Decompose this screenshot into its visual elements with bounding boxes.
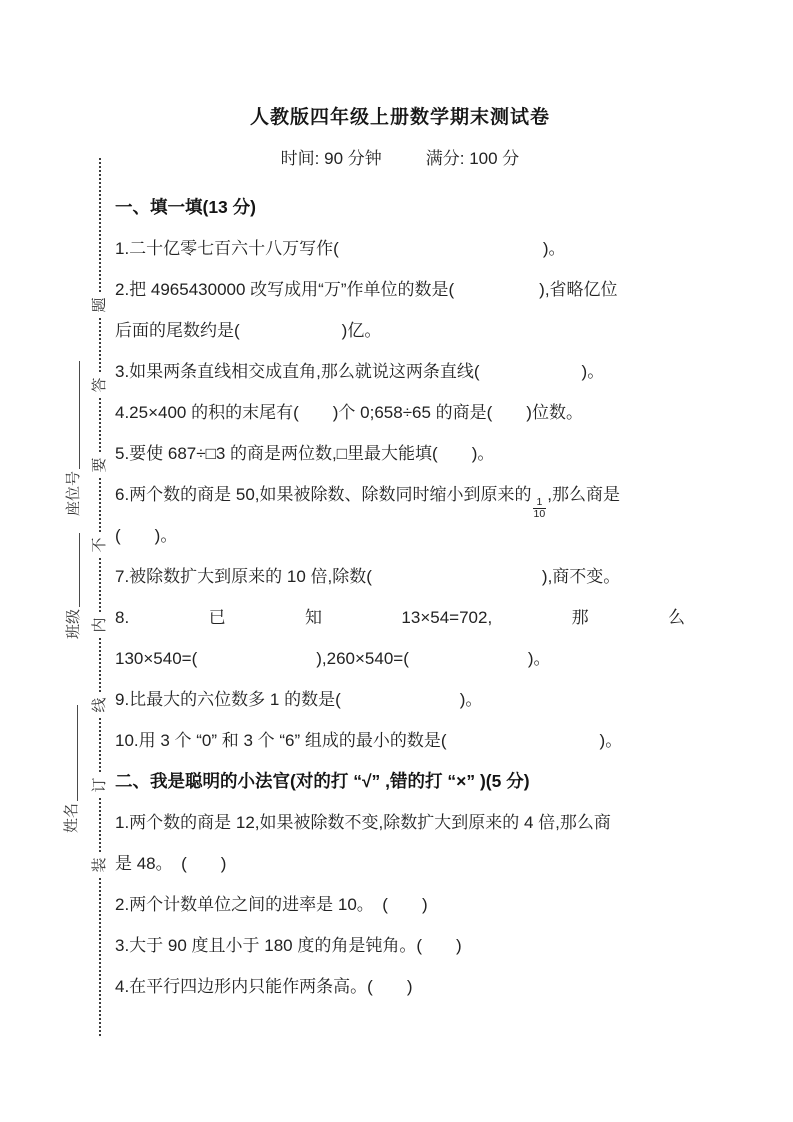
seat-number-label	[62, 338, 82, 516]
full-score: 满分: 100 分	[425, 149, 520, 168]
binding-char-yao: 要	[89, 454, 111, 476]
paper-subtitle	[115, 147, 685, 171]
question-2-line2: 后面的尾数约是( )亿。	[115, 321, 382, 340]
seat-number-text: 座位号	[64, 470, 82, 516]
fraction-numerator: 1	[533, 497, 547, 509]
name-blank-line	[62, 705, 77, 801]
paper-title: 人教版四年级上册数学期末测试卷	[249, 107, 550, 128]
name-label	[60, 703, 80, 833]
time-limit: 时间: 90 分钟	[280, 149, 382, 168]
fraction-one-tenth	[533, 497, 547, 520]
judge-question-3: 3.大于 90 度且小于 180 度的角是钝角。( )	[115, 936, 462, 955]
section2-heading: 二、我是聪明的小法官(对的打 “√” ,错的打 “×” )(5 分)	[115, 771, 530, 791]
question-8-number: 8.	[115, 608, 130, 627]
question-8-word-yi: 已	[208, 608, 226, 627]
class-text: 班级	[64, 608, 82, 639]
question-6-text-after: ,那么商是	[547, 485, 620, 504]
question-7: 7.被除数扩大到原来的 10 倍,除数( ),商不变。	[115, 567, 621, 586]
fraction-denominator: 10	[533, 508, 546, 521]
binding-char-xian: 线	[89, 694, 111, 716]
question-1: 1.二十亿零七百六十八万写作( )。	[115, 239, 566, 258]
binding-char-bu: 不	[89, 534, 111, 556]
question-6-line2: ( )。	[115, 526, 178, 545]
binding-char-ti: 题	[89, 294, 111, 316]
class-blank-line	[64, 533, 79, 607]
question-4: 4.25×400 的积的末尾有( )个 0;658÷65 的商是( )位数。	[115, 403, 583, 422]
binding-char-ding: 订	[89, 774, 111, 796]
question-8-line2: 130×540=( ),260×540=( )。	[115, 649, 551, 668]
class-label	[62, 531, 82, 639]
binding-char-nei: 内	[89, 614, 111, 636]
judge-question-2: 2.两个计数单位之间的进率是 10。 ( )	[115, 895, 428, 914]
section1-heading: 一、填一填(13 分)	[115, 197, 256, 217]
question-2-line1: 2.把 4965430000 改写成用“万”作单位的数是( ),省略亿位	[115, 280, 618, 299]
question-9: 9.比最大的六位数多 1 的数是( )。	[115, 690, 483, 709]
question-8-equation: 13×54=702,	[401, 608, 493, 627]
question-8-word-me: 么	[667, 608, 685, 627]
judge-question-1-line1: 1.两个数的商是 12,如果被除数不变,除数扩大到原来的 4 倍,那么商	[115, 813, 611, 832]
question-8-word-na: 那	[571, 608, 589, 627]
judge-question-4: 4.在平行四边形内只能作两条高。( )	[115, 977, 413, 996]
name-text: 姓名	[62, 802, 80, 833]
question-8-line1	[115, 597, 685, 638]
question-10: 10.用 3 个 “0” 和 3 个 “6” 组成的最小的数是( )。	[115, 731, 623, 750]
question-6-line1	[115, 474, 685, 521]
question-5: 5.要使 687÷□3 的商是两位数,□里最大能填( )。	[115, 444, 495, 463]
question-8-word-zhi: 知	[305, 608, 322, 627]
binding-dotted-line	[99, 158, 101, 1036]
binding-char-zhuang: 装	[89, 854, 111, 876]
question-6-text-before: 6.两个数的商是 50,如果被除数、除数同时缩小到原来的	[115, 485, 532, 504]
seat-number-blank-line	[64, 361, 79, 469]
judge-question-1-line2: 是 48。 ( )	[115, 854, 227, 873]
question-3: 3.如果两条直线相交成直角,那么就说这两条直线( )。	[115, 362, 605, 381]
test-paper-body	[115, 105, 685, 1007]
binding-char-da: 答	[89, 374, 111, 396]
